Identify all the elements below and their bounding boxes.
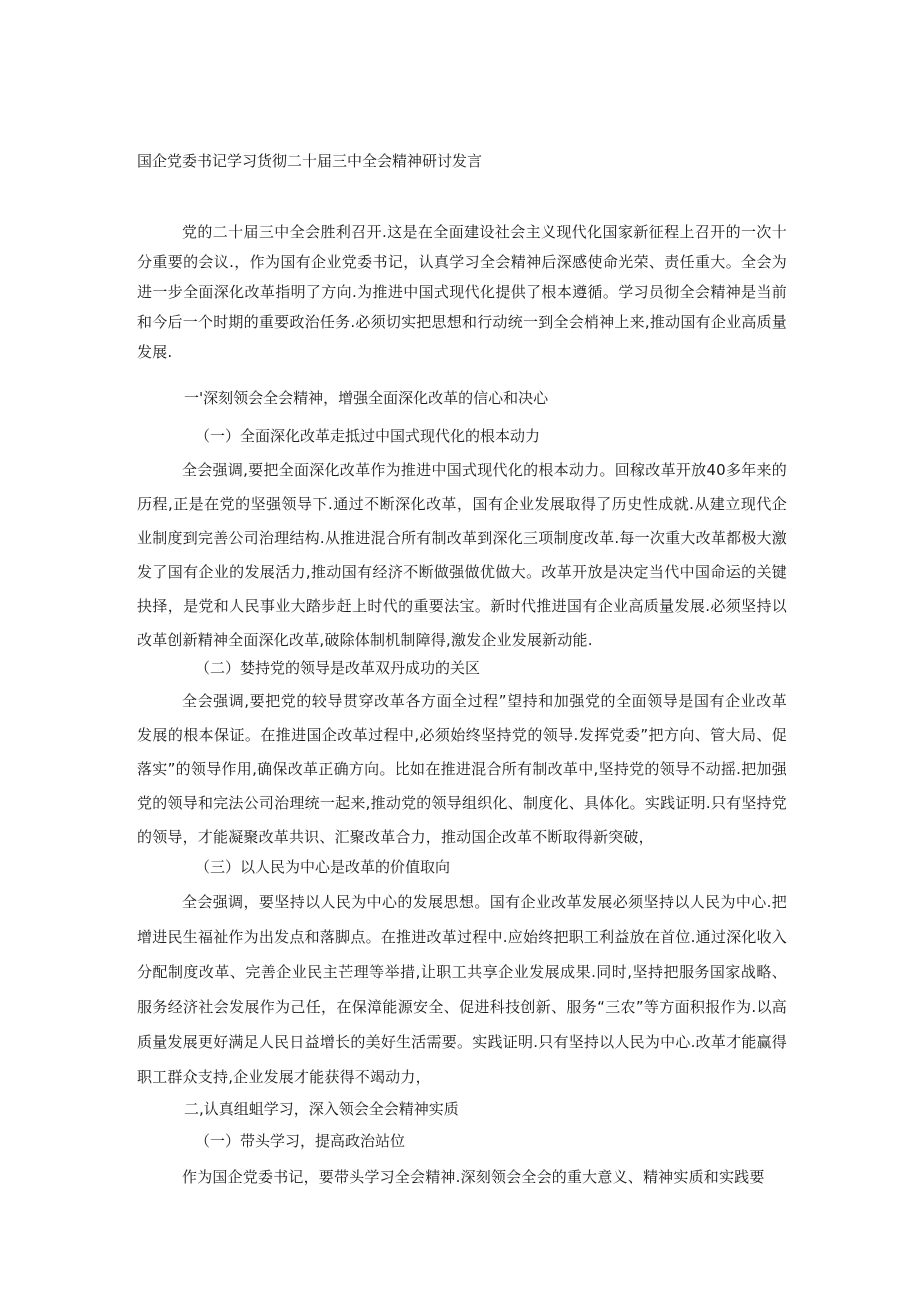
section-1-sub-1-heading: （一）全面深化改革走抵过中国式现代化的根本动力 [195, 427, 541, 445]
section-1-sub-2-body: 全会强调,要把党的较导贯穿改革各方面全过程”望持和加强党的全面领导是国有企业改革发展的根本保证。在推进国企改革过程中,必须始终坚持党的领导.发挥党委”把方向、管大局、促落实”的领导作用,确保改革正确方向。比如在推进混合所有制改革中,坚持党的领导不动摇.把加强党的领导和完法公司治理统一起来,推动党的领导组织化、制度化、具体化。实践证明.只有坚持党的领导，才能凝聚改革共识、汇聚改革合力，推动国企改革不断取得新突破， [137, 692, 787, 846]
section-1-sub-3-heading: （三）以人民为中心是改革的价值取向 [195, 858, 451, 876]
intro-paragraph: 党的二十届三中全会胜利召开.这是在全面建设社会主义现代化国家新征程上召开的一次十分重要的会议.，作为国有企业党委书记，认真学习全会精神后深感使命光荣、责任重大。全会为进一步全面深化改革指明了方向.为推进中国式现代化提供了根本遵循。学习员彻全会精神是当前和今后一个时期的重要政治任务.必须切实把思想和行动统一到全会梢神上来,推动国有企业高质量发展. [137, 223, 787, 361]
document-title: 国企党委书记学习货彻二十届三中全会精神研讨发言 [137, 152, 483, 170]
section-1-sub-1-body: 全会强调,要把全面深化改革作为推进中国式现代化的根本动力。回稼改革开放40多年来的历程,正是在党的坚强领导下.通过不断深化改革，国有企业发展取得了历史性成就.从建立现代企业制度到完善公司治理结构.从推进混合所有制改革到深化三项制度改革.每一次重大改革都极大激发了国有企业的发展活力,推动国有经济不断做强做优做大。改革开放是决定当代中国命运的关键抉择，是党和人民事业大踏步赶上时代的重要法宝。新时代推进国有企业高质量发展.必须坚持以改革创新精神全面深化改革,破除体制机制障得,激发企业发展新动能. [137, 461, 787, 649]
section-1-sub-3-body: 全会强调，要坚持以人民为中心的发展思想。国有企业改革发展必须坚持以人民为中心.把增进民生福祉作为出发点和落脚点。在推进改革过程中.应始终把职工利益放在首位.通过深化收入分配制度改革、完善企业民主芒理等举措,让职工共享企业发展成果.同时,坚持把服务国家战略、服务经济社会发展作为己任，在保漳能源安全、促进科技创新、服务“三农”等方面积报作为.以高质量发展更好满足人民日益增长的美好生活需要。实践证明.只有坚持以人民为中心.改革才能赢得职工群众支持,企业发展才能获得不竭动力， [137, 893, 787, 1086]
section-1-sub-2-heading: （二）婪持党的领导是改革双丹成功的关区 [195, 659, 481, 677]
section-2-heading: 二,认真组蛆学习，深入领会全会精神实质 [184, 1100, 459, 1118]
section-2-sub-1-heading: （一）带头学习，提高政治站位 [195, 1132, 406, 1150]
section-1-heading: 一'深刻领会全会精神，增强全面深化改革的信心和决心 [184, 389, 549, 407]
section-2-sub-1-body: 作为国企党委书记，要带头学习全会精神.深刻领会全会的重大意义、精神实质和实践要 [182, 1168, 765, 1186]
